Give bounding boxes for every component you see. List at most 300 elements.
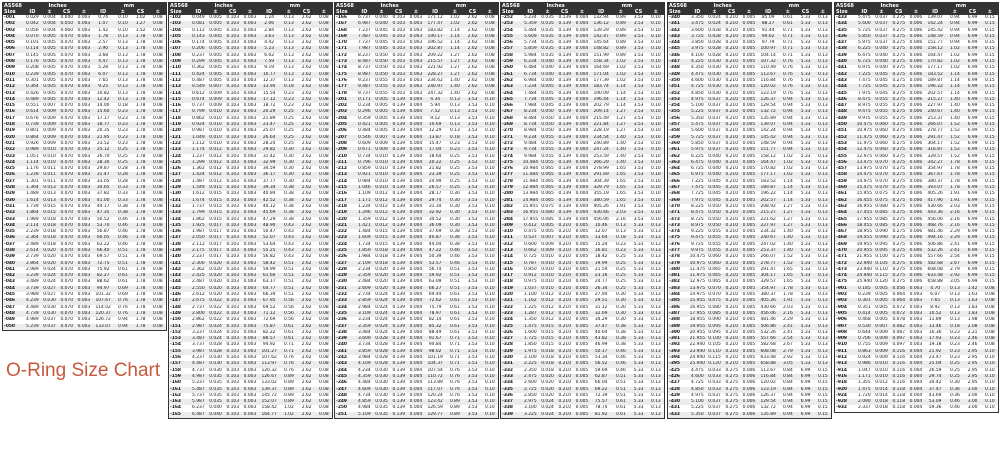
value-cell: 0.005 bbox=[43, 40, 56, 46]
value-cell: 0.045 bbox=[375, 33, 388, 39]
value-cell: 0.08 bbox=[150, 135, 166, 141]
value-cell: 120.02 bbox=[757, 84, 779, 90]
value-cell: 0.13 bbox=[815, 223, 831, 229]
value-cell: 12.07 bbox=[594, 229, 608, 235]
value-cell: 0.210 bbox=[725, 292, 739, 298]
value-cell: 1.14 bbox=[449, 27, 460, 33]
value-cell: 0.015 bbox=[541, 329, 554, 335]
size-cell: -361 bbox=[668, 147, 688, 153]
value-cell: 7.225 bbox=[855, 72, 873, 78]
value-cell: 0.035 bbox=[541, 33, 554, 39]
value-cell: 0.017 bbox=[209, 229, 222, 235]
value-cell: 1.799 bbox=[189, 210, 207, 216]
value-cell: 0.08 bbox=[484, 15, 495, 20]
value-cell: 26.34 bbox=[590, 286, 612, 292]
value-cell: 380.59 bbox=[590, 198, 612, 204]
value-cell: 0.005 bbox=[742, 134, 756, 140]
value-cell: 6.02 bbox=[264, 52, 275, 58]
value-cell: 0.210 bbox=[556, 349, 574, 355]
value-cell: 0.060 bbox=[875, 147, 888, 153]
value-cell: 20.29 bbox=[258, 109, 280, 115]
table-row bbox=[501, 324, 664, 330]
value-cell: 0.08 bbox=[318, 178, 329, 184]
value-cell: 0.010 bbox=[209, 115, 222, 121]
table-row bbox=[668, 279, 831, 285]
value-cell: 0.210 bbox=[725, 52, 739, 58]
value-cell: 0.072 bbox=[892, 304, 906, 310]
value-cell: 0.30 bbox=[449, 191, 460, 197]
value-cell: 1.14 bbox=[949, 77, 960, 83]
value-cell: 0.210 bbox=[556, 286, 574, 292]
value-cell: 0.08 bbox=[982, 286, 998, 292]
value-cell: 0.004 bbox=[909, 399, 923, 405]
value-cell: 0.003 bbox=[243, 122, 257, 128]
value-cell: 0.30 bbox=[615, 304, 626, 310]
table-row bbox=[169, 198, 332, 204]
value-cell: 0.103 bbox=[224, 412, 242, 418]
value-cell: 0.10 bbox=[482, 324, 498, 330]
value-cell: 0.005 bbox=[575, 361, 589, 367]
value-cell: 0.10 bbox=[482, 198, 498, 204]
value-cell: 3.987 bbox=[189, 349, 207, 355]
size-cell: -284 bbox=[502, 216, 513, 222]
table-row bbox=[169, 109, 332, 115]
value-cell: 0.004 bbox=[909, 348, 923, 354]
value-cell: 0.139 bbox=[558, 77, 572, 83]
table-row bbox=[501, 198, 664, 204]
value-cell: 0.10 bbox=[484, 128, 495, 134]
value-cell: 0.84 bbox=[782, 367, 793, 373]
value-cell: 0.050 bbox=[541, 128, 554, 134]
value-cell: 2.984 bbox=[358, 304, 371, 310]
value-cell: 0.13 bbox=[815, 59, 831, 65]
value-cell: 164.69 bbox=[593, 65, 609, 71]
value-cell: 4.984 bbox=[358, 405, 371, 411]
value-cell: 0.23 bbox=[117, 115, 128, 121]
value-cell: 0.210 bbox=[725, 178, 739, 184]
value-cell: 1.850 bbox=[524, 342, 537, 348]
value-cell: 0.15 bbox=[984, 52, 995, 58]
value-cell: 0.139 bbox=[392, 203, 406, 209]
value-cell: 88.62 bbox=[96, 279, 110, 285]
value-cell: 0.275 bbox=[892, 178, 906, 184]
value-cell: 0.210 bbox=[556, 248, 574, 254]
value-cell: 0.975 bbox=[524, 279, 537, 285]
value-cell: 0.004 bbox=[575, 203, 589, 209]
size-cell: -267 bbox=[501, 109, 521, 115]
value-cell: 0.139 bbox=[392, 216, 406, 222]
value-cell: 91.67 bbox=[424, 336, 446, 342]
table-row bbox=[169, 342, 332, 348]
value-cell: 5.33 bbox=[796, 172, 814, 178]
value-cell: 0.210 bbox=[725, 140, 739, 146]
value-cell: 2.16 bbox=[946, 210, 963, 216]
value-cell: 0.210 bbox=[558, 304, 572, 310]
value-cell: 0.103 bbox=[224, 72, 242, 78]
value-cell: 56.82 bbox=[262, 254, 276, 260]
value-cell: 0.005 bbox=[575, 229, 589, 235]
size-cell: -216 bbox=[336, 191, 347, 197]
value-cell: 2.16 bbox=[615, 216, 626, 222]
value-cell: 0.13 bbox=[283, 40, 294, 46]
size-cell: -113 bbox=[169, 84, 189, 90]
value-cell: 0.13 bbox=[815, 185, 831, 191]
value-cell: 1.52 bbox=[949, 128, 960, 134]
value-cell: 0.13 bbox=[815, 361, 831, 367]
value-cell: 5.737 bbox=[192, 392, 205, 398]
value-cell: 0.61 bbox=[612, 412, 629, 418]
value-cell: 0.25 bbox=[283, 128, 294, 134]
value-cell: 0.060 bbox=[708, 254, 721, 260]
value-cell: 0.08 bbox=[318, 392, 329, 398]
value-cell: 0.103 bbox=[226, 229, 240, 235]
size-cell: -210 bbox=[336, 153, 347, 159]
value-cell: 2.03 bbox=[782, 304, 793, 310]
table-row bbox=[3, 217, 166, 223]
value-cell: 0.103 bbox=[226, 115, 240, 121]
value-cell: 23.940 bbox=[689, 348, 706, 354]
value-cell: 0.25 bbox=[280, 122, 297, 128]
value-cell: 0.120 bbox=[708, 361, 721, 367]
value-cell: 0.015 bbox=[375, 241, 388, 247]
value-cell: 126.67 bbox=[258, 374, 280, 380]
value-cell: 0.08 bbox=[316, 324, 332, 330]
value-cell: 4.725 bbox=[691, 380, 704, 386]
value-cell: 0.08 bbox=[318, 140, 329, 146]
size-cell: -032 bbox=[3, 210, 23, 216]
value-cell: 0.015 bbox=[209, 203, 222, 209]
value-cell: 0.139 bbox=[392, 266, 406, 272]
size-cell: -343 bbox=[668, 34, 688, 40]
value-cell: 0.115 bbox=[875, 273, 888, 279]
value-cell: 0.13 bbox=[280, 59, 297, 65]
value-cell: 6.99 bbox=[963, 147, 981, 153]
value-cell: 3.53 bbox=[467, 229, 478, 235]
value-cell: 6.99 bbox=[963, 172, 981, 178]
size-cell: -046 bbox=[3, 298, 23, 304]
value-cell: 47.29 bbox=[262, 216, 276, 222]
table-row bbox=[668, 405, 831, 411]
value-cell: 0.045 bbox=[875, 90, 888, 96]
value-cell: 50.47 bbox=[262, 229, 276, 235]
value-cell: 81.92 bbox=[590, 412, 612, 418]
value-cell: 1.91 bbox=[946, 198, 963, 204]
value-cell: 0.10 bbox=[484, 266, 495, 272]
value-cell: 132.72 bbox=[757, 109, 779, 115]
value-cell: 0.024 bbox=[43, 273, 56, 279]
value-cell: 0.30 bbox=[446, 223, 463, 229]
value-cell: 28.30 bbox=[92, 160, 114, 166]
table-row bbox=[169, 147, 332, 153]
value-cell: 0.13 bbox=[648, 311, 664, 317]
value-cell: 2.06 bbox=[258, 21, 280, 27]
value-cell: 23.39 bbox=[424, 172, 446, 178]
value-cell: 0.51 bbox=[283, 292, 294, 298]
size-cell: -331 bbox=[501, 361, 521, 367]
value-cell: 0.005 bbox=[742, 71, 756, 77]
size-cell: -346 bbox=[669, 52, 680, 58]
value-cell: 3.737 bbox=[192, 342, 205, 348]
value-cell: 1.02 bbox=[615, 77, 626, 83]
value-cell: 3.53 bbox=[633, 52, 644, 58]
value-cell: 0.15 bbox=[815, 399, 831, 405]
value-cell: 0.275 bbox=[892, 166, 906, 172]
value-cell: 0.037 bbox=[708, 103, 721, 109]
value-cell: 0.10 bbox=[650, 153, 661, 159]
value-cell: 0.139 bbox=[392, 329, 406, 335]
value-cell: 6.484 bbox=[524, 65, 537, 71]
size-cell: -105 bbox=[169, 34, 189, 40]
tolerance-column-header: ± bbox=[114, 9, 131, 15]
value-cell: 221.62 bbox=[760, 216, 776, 222]
value-cell: 481.46 bbox=[760, 317, 776, 323]
size-cell: -139 bbox=[169, 248, 189, 254]
value-cell: 2.62 bbox=[297, 172, 315, 178]
value-cell: 2.62 bbox=[297, 286, 315, 292]
value-cell: 0.003 bbox=[243, 285, 257, 291]
value-cell: 0.51 bbox=[117, 254, 128, 260]
table-row bbox=[668, 128, 831, 134]
value-cell: 2.725 bbox=[521, 387, 539, 393]
value-cell: 0.003 bbox=[409, 21, 423, 27]
value-cell: 1.42 bbox=[963, 286, 981, 292]
value-cell: 0.13 bbox=[650, 266, 661, 272]
value-cell: 0.050 bbox=[375, 65, 388, 71]
value-cell: 3.984 bbox=[358, 355, 371, 361]
value-cell: 0.51 bbox=[612, 374, 629, 380]
value-cell: 0.018 bbox=[43, 235, 56, 241]
value-cell: 0.10 bbox=[482, 147, 498, 153]
value-cell: 3.53 bbox=[633, 103, 644, 109]
value-cell: 0.070 bbox=[60, 304, 74, 310]
value-cell: 0.25 bbox=[114, 160, 131, 166]
value-cell: 0.003 bbox=[243, 203, 257, 209]
value-cell: 0.706 bbox=[855, 336, 873, 342]
size-cell: -444 bbox=[835, 84, 855, 90]
value-cell: 0.25 bbox=[612, 273, 629, 279]
value-cell: 0.299 bbox=[189, 59, 207, 65]
value-cell: 2.737 bbox=[192, 304, 205, 310]
value-cell: 1.78 bbox=[131, 210, 149, 216]
value-cell: 0.13 bbox=[283, 15, 294, 20]
value-cell: 0.103 bbox=[224, 248, 242, 254]
value-cell: 0.003 bbox=[243, 336, 257, 342]
value-cell: 0.003 bbox=[243, 260, 257, 266]
value-cell: 0.045 bbox=[541, 84, 554, 90]
value-cell: 183.74 bbox=[590, 84, 612, 90]
size-cell: -041 bbox=[4, 266, 15, 272]
value-cell: 0.005 bbox=[742, 59, 756, 65]
value-cell: 202.79 bbox=[593, 103, 609, 109]
value-cell: 0.003 bbox=[77, 140, 91, 146]
value-cell: 0.08 bbox=[316, 84, 332, 90]
value-cell: 291.47 bbox=[924, 135, 946, 141]
value-cell: 6.07 bbox=[92, 72, 114, 78]
value-cell: 0.017 bbox=[209, 235, 222, 241]
value-cell: 7.475 bbox=[688, 185, 706, 191]
value-cell: 0.003 bbox=[243, 304, 257, 310]
value-cell: 2.62 bbox=[297, 185, 315, 191]
value-cell: 393.07 bbox=[924, 185, 946, 191]
value-cell: 0.070 bbox=[875, 172, 888, 178]
size-cell: -043 bbox=[4, 279, 15, 285]
size-cell: -114 bbox=[170, 90, 181, 96]
value-cell: 4.609 bbox=[355, 387, 373, 393]
value-cell: 2.62 bbox=[463, 34, 481, 40]
value-cell: 5.33 bbox=[800, 77, 811, 83]
value-cell: 0.003 bbox=[909, 317, 923, 323]
value-cell: 0.275 bbox=[892, 254, 906, 260]
value-cell: 0.003 bbox=[909, 285, 923, 291]
value-cell: 0.045 bbox=[708, 185, 721, 191]
value-cell: 0.003 bbox=[243, 15, 257, 20]
size-cell: -103 bbox=[169, 21, 189, 27]
value-cell: 0.004 bbox=[409, 285, 423, 291]
value-cell: 6.99 bbox=[967, 40, 978, 46]
value-cell: 0.005 bbox=[742, 65, 756, 71]
value-cell: 0.005 bbox=[43, 46, 56, 52]
size-cell: -372 bbox=[669, 216, 680, 222]
value-cell: 1.02 bbox=[612, 72, 629, 78]
value-cell: 0.003 bbox=[77, 210, 91, 216]
value-cell: 0.005 bbox=[742, 235, 756, 241]
table-row bbox=[501, 412, 664, 418]
size-cell: -111 bbox=[169, 72, 189, 78]
table-row bbox=[835, 235, 998, 241]
value-cell: 0.005 bbox=[575, 342, 589, 348]
value-cell: 0.017 bbox=[209, 254, 222, 260]
tolerance-column-header: ± bbox=[574, 9, 590, 15]
tolerance-column-header: ± bbox=[446, 9, 463, 15]
value-cell: 0.13 bbox=[650, 292, 661, 298]
value-cell: 0.024 bbox=[209, 336, 222, 342]
size-cell: -049 bbox=[4, 317, 15, 323]
value-cell: 0.38 bbox=[283, 216, 294, 222]
value-cell: 2.62 bbox=[301, 115, 312, 121]
value-cell: 3.53 bbox=[629, 147, 647, 153]
value-cell: 1.355 bbox=[858, 380, 871, 386]
value-cell: 85.32 bbox=[424, 324, 446, 330]
size-cell: -914 bbox=[836, 367, 847, 373]
value-cell: 0.024 bbox=[43, 279, 56, 285]
value-cell: 50.39 bbox=[428, 254, 442, 260]
value-cell: 0.018 bbox=[375, 254, 388, 260]
value-cell: 0.101 bbox=[26, 40, 39, 46]
value-cell: 2.46 bbox=[967, 342, 978, 348]
value-cell: 0.118 bbox=[890, 399, 908, 405]
size-cell: -463 bbox=[836, 203, 847, 209]
value-cell: 0.185 bbox=[855, 286, 873, 292]
value-cell: 0.030 bbox=[708, 59, 721, 65]
table-row bbox=[501, 368, 664, 374]
table-row bbox=[3, 65, 166, 71]
value-cell: 0.10 bbox=[650, 65, 661, 71]
size-cell: -441 bbox=[836, 65, 847, 71]
value-cell: 6.99 bbox=[800, 367, 811, 373]
value-cell: 0.13 bbox=[817, 40, 828, 46]
size-cell: -904 bbox=[836, 304, 847, 310]
value-cell: 2.41 bbox=[782, 329, 793, 335]
value-cell: 0.10 bbox=[648, 210, 664, 216]
value-cell: 0.037 bbox=[43, 317, 56, 323]
value-cell: 1.114 bbox=[23, 160, 41, 166]
value-cell: 2.237 bbox=[192, 254, 205, 260]
size-cell: -452 bbox=[835, 135, 855, 141]
value-cell: 45.69 bbox=[258, 210, 280, 216]
value-cell: 0.13 bbox=[650, 342, 661, 348]
value-cell: 0.18 bbox=[280, 84, 297, 90]
value-cell: 21.95 bbox=[92, 135, 114, 141]
value-cell: 0.71 bbox=[449, 355, 460, 361]
value-cell: 240.67 bbox=[757, 235, 779, 241]
table-row bbox=[335, 217, 498, 223]
value-cell: 0.737 bbox=[192, 103, 205, 109]
value-cell: 0.105 bbox=[875, 260, 888, 266]
value-cell: 0.005 bbox=[742, 90, 756, 96]
size-cell: -015 bbox=[4, 103, 15, 109]
value-cell: 0.070 bbox=[875, 185, 888, 191]
size-cell: -164 bbox=[170, 405, 181, 411]
value-cell: 0.005 bbox=[575, 386, 589, 392]
value-cell: 47.35 bbox=[92, 210, 114, 216]
value-cell: 0.15 bbox=[984, 279, 995, 285]
size-cell: -166 bbox=[336, 15, 347, 20]
value-cell: 0.003 bbox=[77, 59, 91, 65]
size-cell: -227 bbox=[335, 261, 355, 267]
value-cell: 1.65 bbox=[615, 166, 626, 172]
value-cell: 0.210 bbox=[556, 336, 574, 342]
value-cell: 0.25 bbox=[283, 115, 294, 121]
size-cell: -168 bbox=[336, 27, 347, 33]
value-cell: 0.037 bbox=[875, 15, 888, 20]
value-cell: 0.08 bbox=[150, 97, 166, 103]
value-cell: 0.070 bbox=[60, 191, 74, 197]
value-cell: 5.33 bbox=[800, 292, 811, 298]
value-cell: 0.71 bbox=[446, 361, 463, 367]
value-cell: 14.975 bbox=[689, 292, 706, 298]
value-cell: 2.62 bbox=[301, 216, 312, 222]
value-cell: 0.08 bbox=[318, 40, 329, 46]
value-cell: 2.614 bbox=[23, 248, 41, 254]
value-cell: 17.955 bbox=[856, 216, 873, 222]
value-cell: 0.210 bbox=[725, 128, 739, 134]
value-cell: 2.54 bbox=[779, 336, 796, 342]
value-cell: 2.62 bbox=[297, 97, 315, 103]
value-cell: 0.010 bbox=[541, 273, 554, 279]
value-cell: 1.78 bbox=[135, 90, 146, 96]
value-cell: 97.79 bbox=[761, 40, 775, 46]
value-cell: 0.551 bbox=[26, 103, 39, 109]
value-cell: 0.18 bbox=[612, 235, 629, 241]
value-cell: 0.56 bbox=[283, 317, 294, 323]
table-row bbox=[668, 261, 831, 267]
value-cell: 0.139 bbox=[390, 97, 408, 103]
size-cell: -271 bbox=[501, 135, 521, 141]
value-cell: 8.484 bbox=[524, 115, 537, 121]
size-cell: -465 bbox=[836, 216, 847, 222]
value-cell: 0.007 bbox=[375, 134, 388, 140]
value-cell: 3.109 bbox=[355, 311, 373, 317]
value-cell: 0.143 bbox=[189, 34, 207, 40]
value-cell: 0.08 bbox=[316, 261, 332, 267]
value-cell: 0.024 bbox=[375, 317, 388, 323]
size-cell: -203 bbox=[335, 109, 355, 115]
value-cell: 5.33 bbox=[633, 266, 644, 272]
size-cell: -323 bbox=[501, 311, 521, 317]
value-cell: 0.23 bbox=[612, 248, 629, 254]
value-cell: 0.210 bbox=[723, 72, 741, 78]
value-cell: 1.609 bbox=[355, 235, 373, 241]
